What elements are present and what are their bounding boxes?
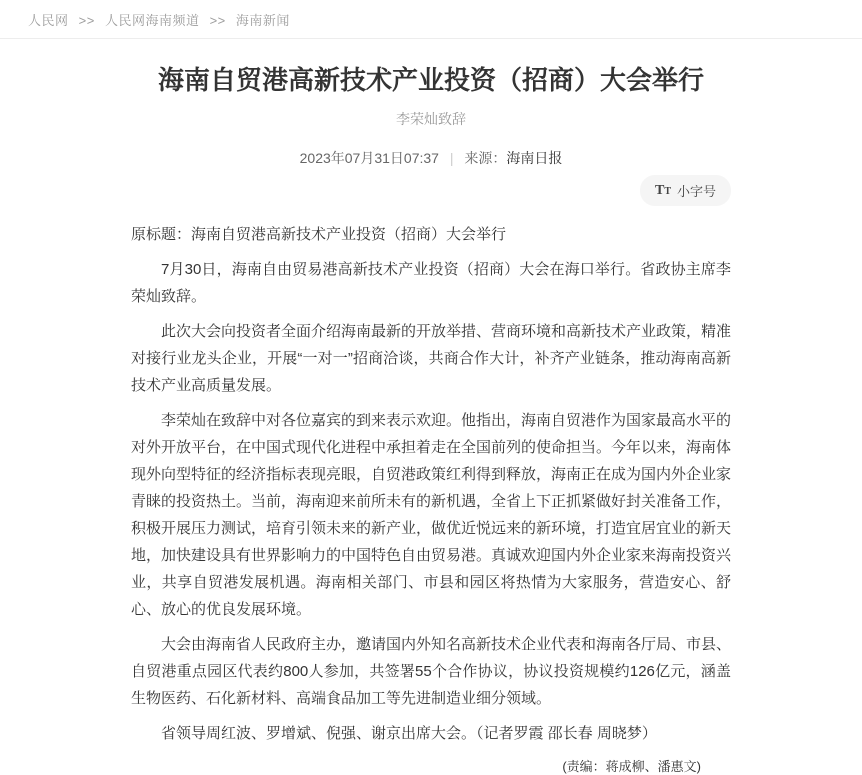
meta-separator: |: [449, 150, 454, 166]
article-paragraph: 大会由海南省人民政府主办，邀请国内外知名高新技术企业代表和海南各厅局、市县、自贸港重点园区代表约800人参加，共签署55个合作协议，协议投资规模约126亿元，涵盖生物医药、石化新材料、高端食品加工等先进制造业细分领域。: [131, 636, 732, 707]
breadcrumb-link-people[interactable]: 人民网: [28, 13, 69, 28]
font-size-button[interactable]: [640, 175, 731, 206]
article-paragraph: 此次大会向投资者全面介绍海南最新的开放举措、营商环境和高新技术产业政策，精准对接行业龙头企业，开展“一对一”招商洽谈，共商合作大计，补齐产业链条，推动海南高新技术产业高质量发展。: [131, 323, 732, 394]
article-container: [131, 64, 731, 775]
article-paragraph: 原标题：海南自贸港高新技术产业投资（招商）大会举行: [131, 226, 507, 243]
article-body: [131, 221, 731, 747]
article-paragraph: 省领导周红波、罗增斌、倪强、谢京出席大会。（记者罗霞 邵长春 周晓梦）: [161, 725, 657, 742]
source-label: 来源：: [464, 150, 507, 166]
breadcrumb-link-hainan-channel[interactable]: 人民网海南频道: [104, 13, 200, 28]
article-toolbar: [131, 175, 731, 206]
breadcrumb-separator: >>: [78, 13, 95, 28]
font-size-button-label: 小字号: [676, 184, 716, 199]
article-paragraph: 7月30日，海南自由贸易港高新技术产业投资（招商）大会在海口举行。省政协主席李荣灿致辞。: [131, 261, 731, 305]
header-divider: [0, 38, 862, 39]
publish-date: 2023年07月31日07:37: [299, 150, 439, 166]
breadcrumb: [0, 0, 862, 29]
breadcrumb-separator: >>: [209, 13, 226, 28]
editors-credit: (责编：蒋成柳、潘惠文): [562, 759, 701, 774]
page-title: 海南自贸港高新技术产业投资（招商）大会举行: [157, 65, 704, 95]
breadcrumb-link-hainan-news[interactable]: 海南新闻: [235, 13, 290, 28]
article-subtitle: 李荣灿致辞: [396, 111, 466, 127]
source-link[interactable]: 海南日报: [506, 150, 563, 166]
font-size-icon: TT: [654, 183, 671, 198]
article-meta: [131, 148, 731, 168]
article-paragraph: 李荣灿在致辞中对各位嘉宾的到来表示欢迎。他指出，海南自贸港作为国家最高水平的对外开放平台，在中国式现代化进程中承担着走在全国前列的使命担当。今年以来，海南体现外向型特征的经济指标表现亮眼，自贸港政策红利得到释放，海南正在成为国内外企业家青睐的投资热土。当前，海南迎来前所未有的新机遇，全省上下正抓紧做好封关准备工作，积极开展压力测试，培育引领未来的新产业，做优近悦远来的新环境，打造宜居宜业的新天地，加快建设具有世界影响力的中国特色自由贸易港。真诚欢迎国内外企业家来海南投资兴业，共享自贸港发展机遇。海南相关部门、市县和园区将热情为大家服务，营造安心、舒心、放心的优良发展环境。: [131, 412, 732, 618]
